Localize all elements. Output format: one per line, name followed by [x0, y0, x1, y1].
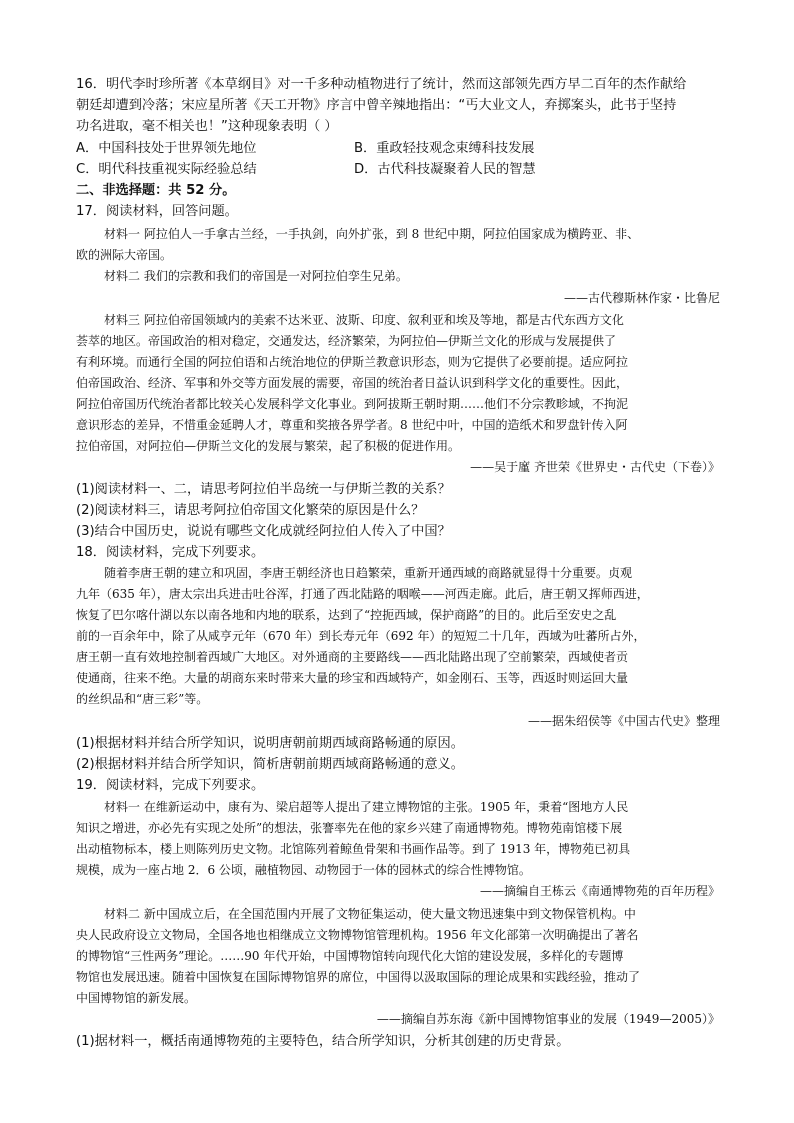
q18-stem: 18．阅读材料，完成下列要求。 — [76, 545, 265, 560]
q18-material-line: 随着李唐王朝的建立和巩固，李唐王朝经济也日趋繁荣，重新开通西域的商路就显得十分重要。贞观 — [104, 566, 633, 580]
q17-question: (1)阅读材料一、二，请思考阿拉伯半岛统一与伊斯兰教的关系？ — [76, 482, 451, 497]
q17-stem: 17．阅读材料，回答问题。 — [76, 204, 238, 219]
q16-line-3: 功名进取，毫不相关也！”这种现象表明（ ） — [76, 119, 338, 134]
q17-material-3-line: 阿拉伯帝国历代统治者都比较关心发展科学文化事业。到阿拔斯王朝时期……他们不分宗教畛域，不拘泥 — [76, 397, 629, 411]
q16-line-1: 16．明代李时珍所著《本草纲目》对一千多种动植物进行了统计，然而这部领先西方早二百年的杰作献给 — [76, 77, 687, 92]
q19-question: (1)据材料一，概括南通博物苑的主要特色，结合所学知识，分析其创建的历史背景。 — [76, 1034, 570, 1049]
q17-material-3-line: 荟萃的地区。帝国政治的相对稳定，交通发达，经济繁荣，为阿拉伯—伊斯兰文化的形成与发展提供了 — [76, 334, 617, 348]
q19-material-1-line: 规模，成为一座占地 2．6 公顷，融植物园、动物园于一体的园林式的综合性博物馆。 — [76, 863, 531, 877]
q19-material-2-source: ——摘编自苏东海《新中国博物馆事业的发展（1949—2005）》 — [376, 1012, 720, 1026]
q19-material-2-line: 材料二 新中国成立后，在全国范围内开展了文物征集运动，使大量文物迅速集中到文物保管机构。中 — [104, 907, 636, 921]
q17-material-3-line: 有利环境。而通行全国的阿拉伯语和占统治地位的伊斯兰教意识形态，则为它提供了必要前提。适应阿拉 — [76, 355, 629, 369]
q19-material-2-line: 物馆也发展迅速。随着中国恢复在国际博物馆界的席位，中国得以汲取国际的理论成果和实践经验，推动了 — [76, 970, 641, 984]
q19-material-1-line: 知识之增进，亦必先有实现之处所”的想法，张謇率先在他的家乡兴建了南通博物苑。博物苑南馆楼下展 — [76, 821, 623, 835]
q17-material-3-line: 伯帝国政治、经济、军事和外交等方面发展的需要，帝国的统治者日益认识到科学文化的重要性。因此， — [76, 376, 629, 390]
q17-question: (3)结合中国历史，说说有哪些文化成就经阿拉伯人传入了中国？ — [76, 524, 451, 539]
q19-material-1-line: 材料一 在维新运动中，康有为、梁启超等人提出了建立博物馆的主张。1905 年，秉着“图地方人民 — [104, 800, 629, 814]
q17-material-3-line: 材料三 阿拉伯帝国领域内的美索不达米亚、波斯、印度、叙利亚和埃及等地，都是古代东西方文化 — [104, 313, 624, 327]
q18-question: (2)根据材料并结合所学知识，简析唐朝前期西域商路畅通的意义。 — [76, 757, 464, 772]
q19-stem: 19．阅读材料，完成下列要求。 — [76, 778, 265, 793]
q18-material-line: 使通商，往来不绝。大量的胡商东来时带来大量的珍宝和西域特产，如金刚石、玉等，西返时则运回大量 — [76, 671, 629, 685]
q17-material-1-line: 材料一 阿拉伯人一手拿古兰经，一手执剑，向外扩张，到 8 世纪中期，阿拉伯国家成为横跨亚、非、 — [104, 227, 640, 241]
q16-option-d[interactable]: D．古代科技凝聚着人民的智慧 — [354, 162, 536, 177]
q18-source: ——据朱绍侯等《中国古代史》整理 — [527, 714, 720, 728]
q19-material-2-line: 中国博物馆的新发展。 — [76, 991, 197, 1005]
q16-option-a[interactable]: A．中国科技处于世界领先地位 — [76, 141, 257, 156]
q18-material-line: 九年（635 年），唐太宗出兵进击吐谷浑，打通了西北陆路的咽喉——河西走廊。此后，唐王朝又挥师西进， — [76, 587, 649, 601]
q18-material-line: 前的一百余年中，除了从咸亨元年（670 年）到长寿元年（692 年）的短短二十几年，西域为吐蕃所占外， — [76, 629, 646, 643]
q17-material-3-line: 拉伯帝国，对阿拉伯—伊斯兰文化的发展与繁荣，起了积极的促进作用。 — [76, 439, 461, 453]
section-heading: 二、非选择题：共 52 分。 — [76, 183, 236, 198]
q17-material-2: 材料二 我们的宗教和我们的帝国是一对阿拉伯孪生兄弟。 — [104, 269, 408, 283]
q17-material-2-source: ——古代穆斯林作家・比鲁尼 — [563, 291, 720, 305]
q18-material-line: 的丝织品和“唐三彩”等。 — [76, 692, 209, 706]
q19-material-2-line: 的博物馆“三性两务”理论。……90 年代开始，中国博物馆转向现代化大馆的建设发展，多样化的专题博 — [76, 949, 624, 963]
q19-material-1-line: 出动植物标本，楼上则陈列历史文物。北馆陈列着鲸鱼骨架和书画作品等。到了 1913 年，博物苑已初具 — [76, 842, 631, 856]
q16-line-2: 朝廷却遭到冷落；宋应星所著《天工开物》序言中曾辛辣地指出：“丐大业文人，弃掷案头，此书于坚持 — [76, 98, 677, 113]
q17-question: (2)阅读材料三，请思考阿拉伯帝国文化繁荣的原因是什么？ — [76, 503, 425, 518]
q17-material-3-source: ——吴于廑 齐世荣《世界史・古代史（下卷）》 — [470, 460, 720, 474]
q18-material-line: 唐王朝一直有效地控制着西域广大地区。对外通商的主要路线——西北陆路出现了空前繁荣，西域使者贡 — [76, 650, 629, 664]
q18-material-line: 恢复了巴尔喀什湖以东以南各地和内地的联系，达到了“控扼西域，保护商路”的目的。此后至安史之乱 — [76, 608, 617, 622]
q16-option-c[interactable]: C．明代科技重视实际经验总结 — [76, 162, 257, 177]
q16-option-b[interactable]: B．重政轻技观念束缚科技发展 — [354, 141, 535, 156]
q17-material-3-line: 意识形态的差异，不惜重金延聘人才，尊重和奖掖各界学者。8 世纪中叶，中国的造纸术和罗盘针传入阿 — [76, 418, 628, 432]
q18-question: (1)根据材料并结合所学知识，说明唐朝前期西域商路畅通的原因。 — [76, 736, 464, 751]
q19-material-1-source: ——摘编自王栋云《南通博物苑的百年历程》 — [479, 884, 720, 898]
q19-material-2-line: 央人民政府设立文物局，全国各地也相继成立文物博物馆管理机构。1956 年文化部第一次明确提出了著名 — [76, 928, 639, 942]
q17-material-1-line: 欧的洲际大帝国。 — [76, 248, 173, 262]
